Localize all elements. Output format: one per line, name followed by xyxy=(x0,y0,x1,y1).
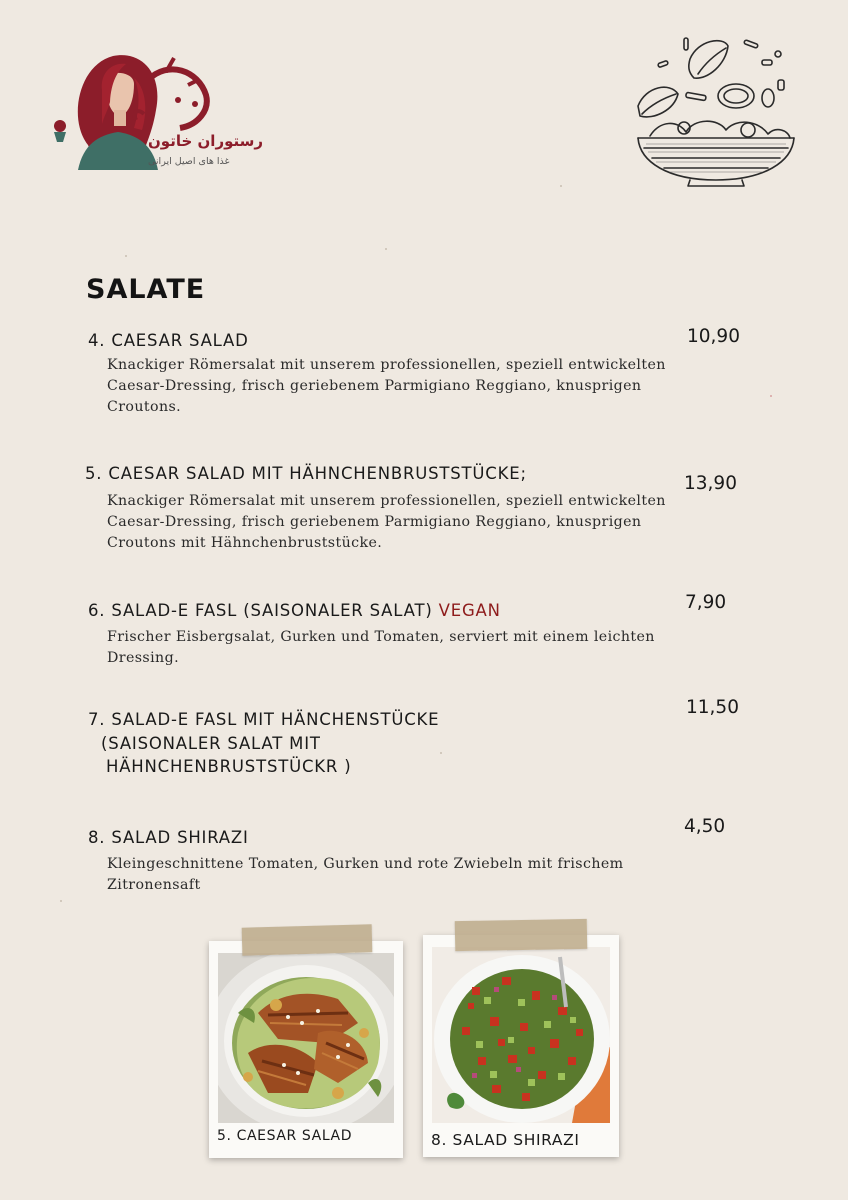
caesar-salad-photo xyxy=(218,953,394,1123)
menu-item-description: Knackiger Römersalat mit unserem professionellen, speziell entwickelten Caesar-Dressing, frisch geriebenem Parmigiano Reggiano, knusprigen Croutons. xyxy=(107,357,666,415)
menu-item-price: 11,50 xyxy=(686,697,739,718)
vegan-badge: VEGAN xyxy=(438,601,501,620)
menu-item-name: 5. CAESAR SALAD MIT HÄHNCHENBRUSTSTÜCKE; xyxy=(85,464,527,483)
paper-speck xyxy=(560,185,562,187)
tape-strip xyxy=(455,919,588,951)
section-title: SALATE xyxy=(86,274,206,305)
menu-item-price: 4,50 xyxy=(684,816,726,837)
menu-item-description: Kleingeschnittene Tomaten, Gurken und rote Zwiebeln mit frischem Zitronensaft xyxy=(107,856,624,893)
menu-item-name xyxy=(88,601,501,620)
tape-strip xyxy=(242,924,373,955)
photo-card-shirazi xyxy=(423,935,619,1157)
restaurant-logo xyxy=(48,50,263,180)
paper-speck xyxy=(440,752,442,754)
menu-item-name: 7. SALAD-E FASL MIT HÄNCHENSTÜCKE xyxy=(88,710,440,729)
paper-speck xyxy=(770,395,772,397)
logo-tagline: غذا های اصیل ایرانی xyxy=(148,156,230,167)
salad-bowl-icon xyxy=(628,34,800,189)
photo-card-caesar xyxy=(209,941,403,1158)
paper-speck xyxy=(60,900,62,902)
menu-item-name-text: 6. SALAD-E FASL (SAISONALER SALAT) xyxy=(88,601,433,620)
menu-item-name: 4. CAESAR SALAD xyxy=(88,331,249,350)
menu-item-price: 10,90 xyxy=(687,326,740,347)
menu-item-name-line2: (SAISONALER SALAT MIT xyxy=(101,734,321,753)
photo-caption: 8. SALAD SHIRAZI xyxy=(431,1131,580,1149)
paper-speck xyxy=(125,255,127,257)
logo-restaurant-name: رستوران خاتون xyxy=(148,132,263,150)
menu-item-description: Knackiger Römersalat mit unserem professionellen, speziell entwickelten Caesar-Dressing, frisch geriebenem Parmigiano Reggiano, knusprigen Croutons mit Hähnchenbruststücke. xyxy=(107,493,666,551)
menu-item-price: 7,90 xyxy=(685,592,727,613)
menu-item-description: Frischer Eisbergsalat, Gurken und Tomaten, serviert mit einem leichten Dressing. xyxy=(107,629,655,666)
menu-item-name: 8. SALAD SHIRAZI xyxy=(88,828,249,847)
menu-item-price: 13,90 xyxy=(684,473,737,494)
menu-item-name-line3: HÄHNCHENBRUSTSTÜCKR ) xyxy=(106,757,352,776)
photo-caption: 5. CAESAR SALAD xyxy=(217,1128,353,1144)
paper-speck xyxy=(385,248,387,250)
shirazi-salad-photo xyxy=(432,947,610,1123)
